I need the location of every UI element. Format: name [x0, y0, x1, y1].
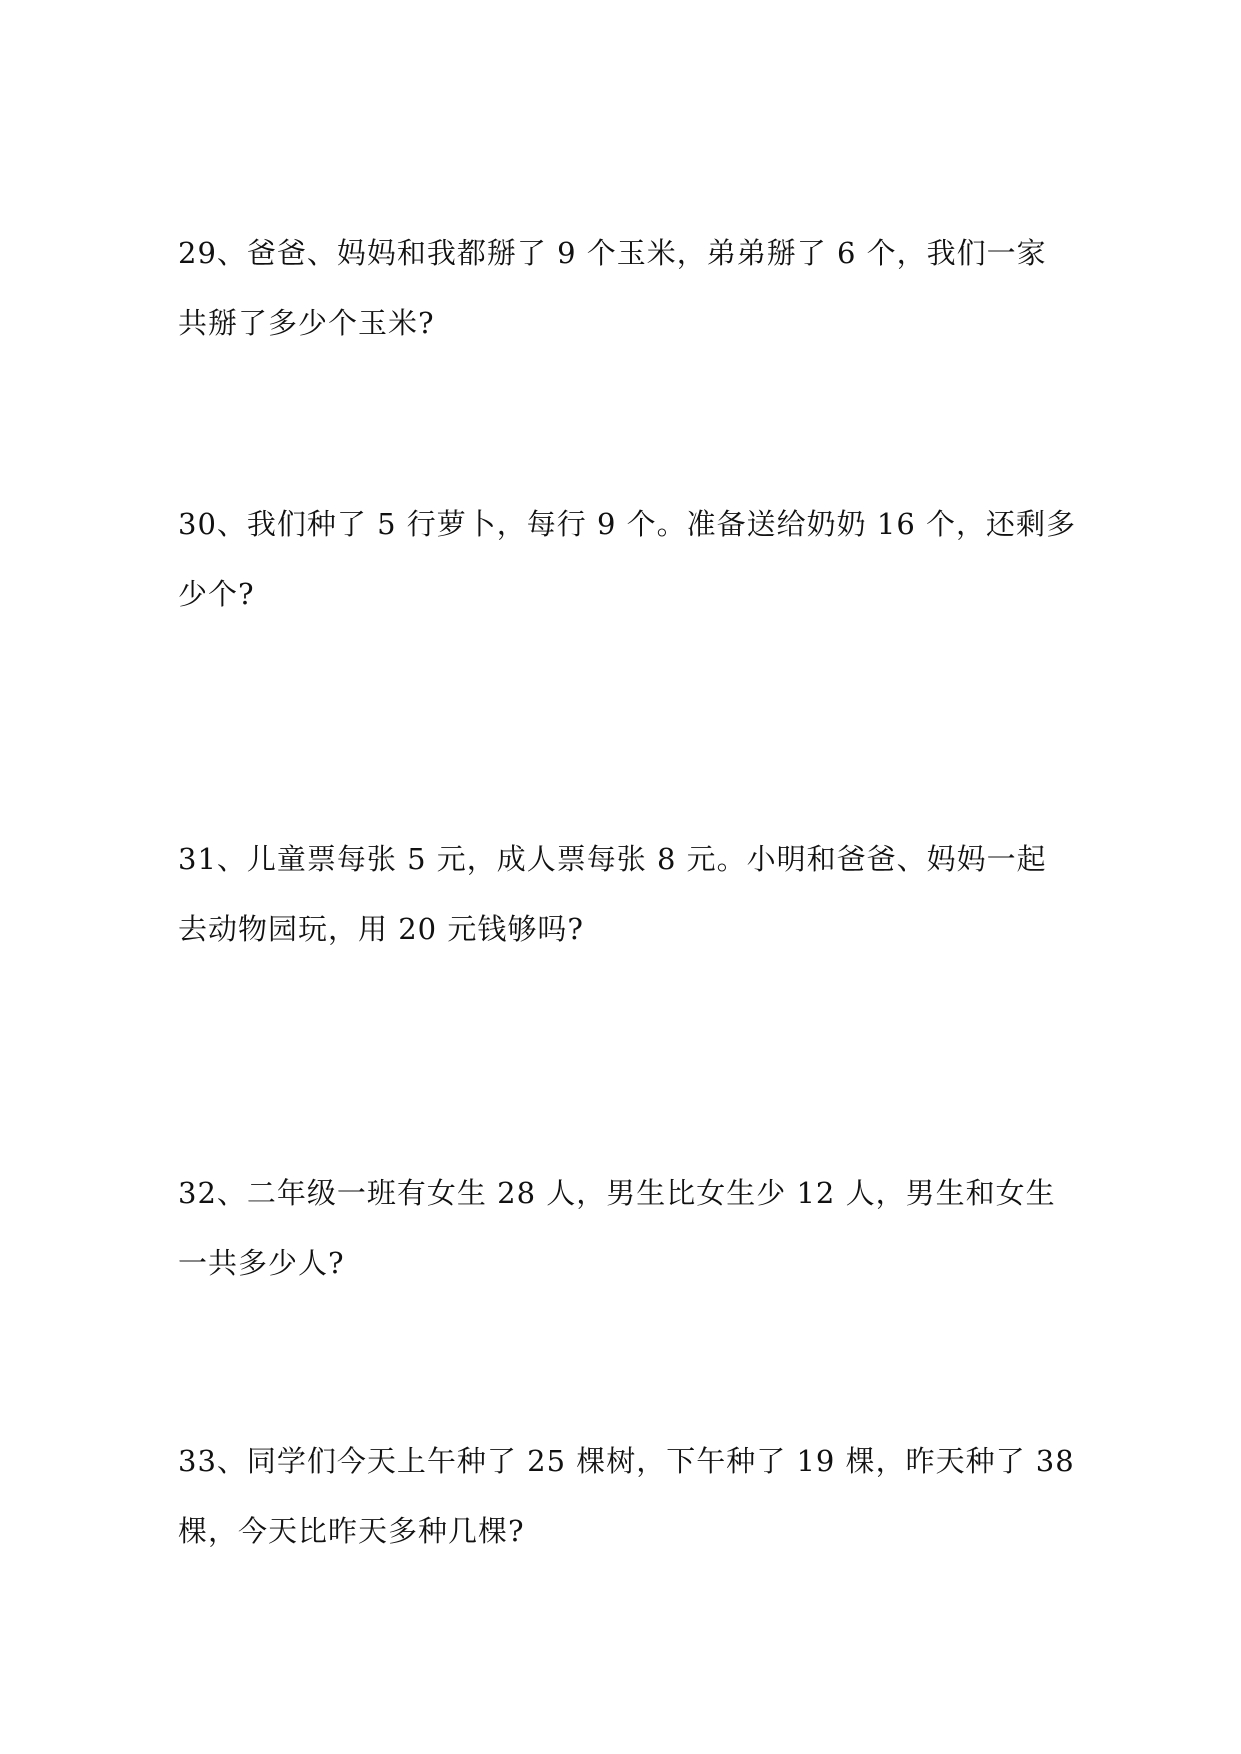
word-problem-32: [178, 1158, 1078, 1298]
word-problem-30: [178, 489, 1078, 629]
problem-text-line: 一共多少人?: [178, 1246, 345, 1280]
word-problem-29: [178, 218, 1078, 358]
problem-text-line: 29、爸爸、妈妈和我都掰了 9 个玉米，弟弟掰了 6 个，我们一家: [178, 236, 1047, 270]
problem-text-line: 去动物园玩，用 20 元钱够吗?: [178, 912, 584, 946]
word-problem-33: [178, 1426, 1078, 1566]
problem-text-line: 32、二年级一班有女生 28 人，男生比女生少 12 人，男生和女生: [178, 1176, 1056, 1210]
problem-text-line: 30、我们种了 5 行萝卜，每行 9 个。准备送给奶奶 16 个，还剩多: [178, 507, 1077, 541]
problem-text-line: 少个?: [178, 577, 255, 611]
problem-text-line: 棵，今天比昨天多种几棵?: [178, 1514, 525, 1548]
problem-text-line: 33、同学们今天上午种了 25 棵树，下午种了 19 棵，昨天种了 38: [178, 1444, 1075, 1478]
problem-text-line: 共掰了多少个玉米?: [178, 306, 435, 340]
word-problem-31: [178, 824, 1078, 964]
problem-text-line: 31、儿童票每张 5 元，成人票每张 8 元。小明和爸爸、妈妈一起: [178, 842, 1047, 876]
